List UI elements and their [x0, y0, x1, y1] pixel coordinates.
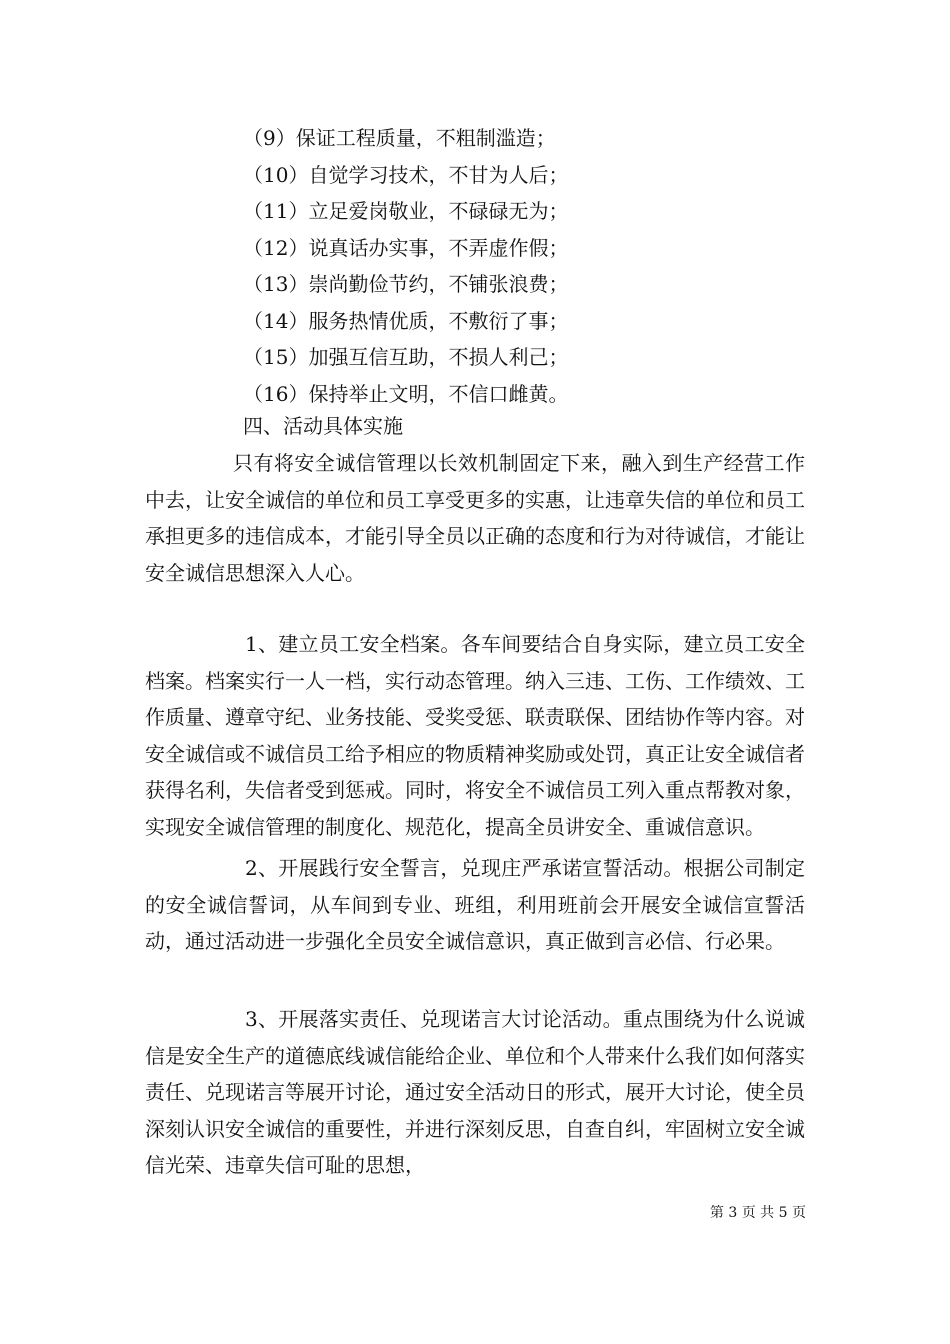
paragraph-intro: 只有将安全诚信管理以长效机制固定下来，融入到生产经营工作中去，让安全诚信的单位和员工享受更多的实惠，让违章失信的单位和员工承担更多的违信成本，才能引导全员以正确的态度和行为对待诚信，才能让安全诚信思想深入人心。: [145, 451, 805, 585]
page-number: 第 3 页 共 5 页: [709, 1205, 806, 1221]
list-item: （9）保证工程质量，不粗制滥造；: [243, 126, 556, 150]
list-item: （12）说真话办实事，不弄虚作假；: [243, 235, 569, 260]
list-item: （14）服务热情优质，不敷衍了事；: [243, 308, 569, 333]
section-heading: 四、活动具体实施: [243, 414, 403, 438]
list-item: （10）自觉学习技术，不甘为人后；: [243, 162, 569, 187]
list-item: （16）保持举止文明，不信口雌黄。: [243, 381, 569, 406]
list-item: （11）立足爱岗敬业，不碌碌无为；: [243, 199, 569, 223]
pledge-list: [243, 120, 843, 412]
paragraph-item-2: 2、开展践行安全誓言，兑现庄严承诺宣誓活动。根据公司制定的安全诚信誓词，从车间到专业、班组，利用班前会开展安全诚信宣誓活动，通过活动进一步强化全员安全诚信意识，真正做到言必信、行必果。: [145, 856, 805, 954]
paragraph-item-3: 3、开展落实责任、兑现诺言大讨论活动。重点围绕为什么说诚信是安全生产的道德底线诚信能给企业、单位和个人带来什么我们如何落实责任、兑现诺言等展开讨论，通过安全活动日的形式，展开大讨论，使全员深刻认识安全诚信的重要性，并进行深刻反思，自查自纠，牢固树立安全诚信光荣、违章失信可耻的思想，: [145, 1007, 805, 1178]
paragraph-item-1: 1、建立员工安全档案。各车间要结合自身实际，建立员工安全档案。档案实行一人一档，实行动态管理。纳入三违、工伤、工作绩效、工作质量、遵章守纪、业务技能、受奖受惩、联责联保、团结协作等内容。对安全诚信或不诚信员工给予相应的物质精神奖励或处罚，真正让安全诚信者获得名利，失信者受到惩戒。同时，将安全不诚信员工列入重点帮教对象，实现安全诚信管理的制度化、规范化，提高全员讲安全、重诚信意识。: [145, 632, 805, 839]
list-item: （13）崇尚勤俭节约，不铺张浪费；: [243, 272, 569, 296]
list-item: （15）加强互信互助，不损人利己；: [243, 345, 569, 369]
